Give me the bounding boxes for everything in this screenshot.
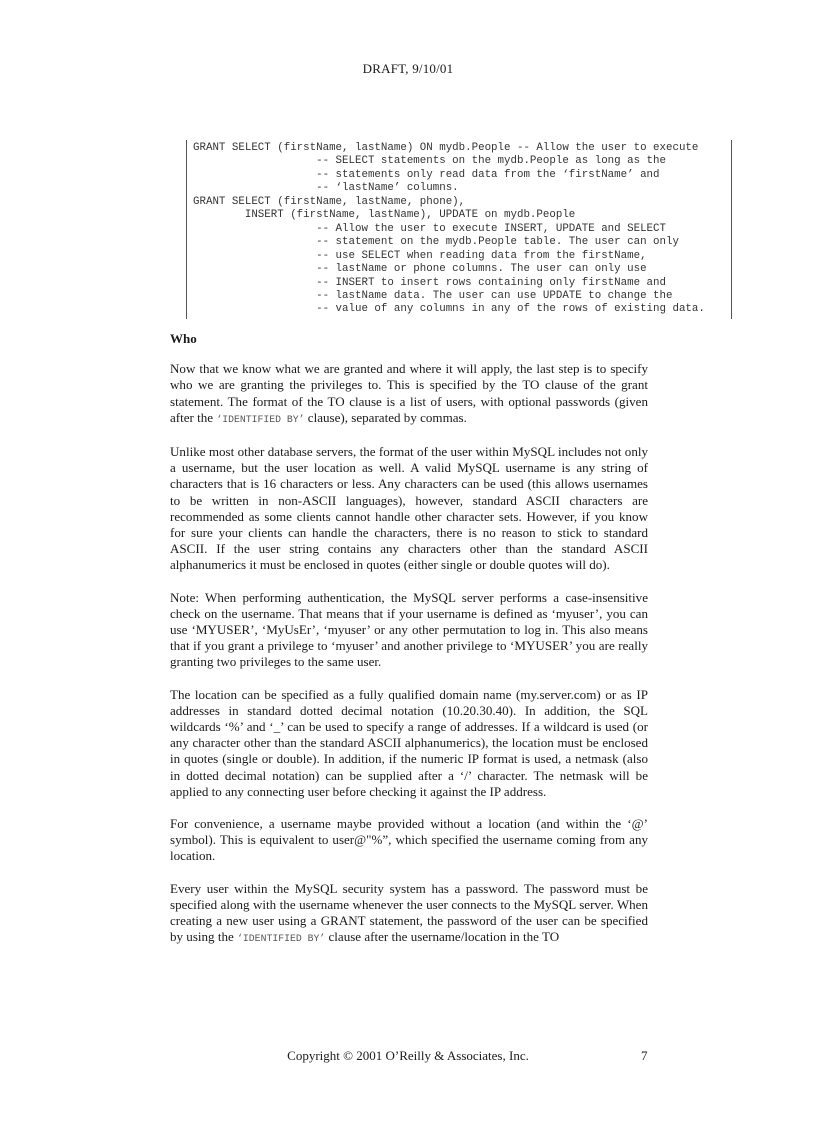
paragraph-6: Every user within the MySQL security system has a password. The password must be specified along with the username whenever the user connects to the MySQL server. When creating a new user using a GRANT statement, the password of the user can be specified by using the ‘IDENTIFIED BY’ clause after the username/location in the TO [170, 880, 648, 945]
paragraph-4: The location can be specified as a fully qualified domain name (my.server.com) or as IP addresses in standard dotted decimal notation (10.20.30.40). In addition, the SQL wildcards ‘%’ and ‘_’ can be used to specify a range of addresses. If a wildcard is used (or any character other than the standard ASCII alphanumerics), the location must be enclosed in quotes (single or double). In addition, if the numeric IP format is used, a netmask (also in dotted decimal notation) can be supplied after a ‘/’ character. The netmask will be applied to any connecting user before checking it against the IP address. [170, 686, 648, 799]
section-heading: Who [170, 331, 197, 346]
copyright: Copyright © 2001 O’Reilly & Associates, Inc. [287, 1048, 529, 1063]
inline-code: ‘IDENTIFIED BY’ [216, 413, 305, 425]
code-text: GRANT SELECT (firstName, lastName) ON mydb.People -- Allow the user to execute -- SELECT statements on the mydb.People as long as the -- statements only read data from the ‘firstName’ and -- ‘lastName’ columns. GRANT SELECT (firstName, lastName, phone), INSERT (firstName, lastName), UPDATE on mydb.People -- Allow the user to execute INSERT, UPDATE and SELECT -- statement on the mydb.People table. The user can only -- use SELECT when reading data from the firstName, -- lastName or phone columns. The user can only use -- INSERT to insert rows containing only firstName and -- lastName data. The user can use UPDATE to change the -- value of any columns in any of the rows of existing data. [193, 142, 705, 316]
body-text [170, 331, 648, 964]
inline-code: ‘IDENTIFIED BY’ [237, 933, 326, 945]
code-block [186, 140, 732, 319]
paragraph-3: Note: When performing authentication, the MySQL server performs a case-insensitive check on the username. That means that if your username is defined as ‘myuser’, you can use ‘MYUSER’, ‘MyUsEr’, ‘myuser’ or any other permutation to log in. This also means that if you grant a privilege to ‘myuser’ and another privilege to ‘MYUSER’ you are really granting two privileges to the same user. [170, 589, 648, 670]
page-header: DRAFT, 9/10/01 [362, 61, 454, 76]
paragraph-2: Unlike most other database servers, the format of the user within MySQL includes not only a username, but the user location as well. A valid MySQL username is any string of characters that is 16 characters or less. Any characters can be used (this allows usernames to be written in non-ASCII languages), however, standard ASCII characters are recommended as some clients cannot handle other character sets. However, if you know for sure your clients can handle the characters, there is no reason to stick to standard ASCII. If the user string contains any characters other than the standard ASCII alphanumerics it must be enclosed in quotes (either single or double quotes will do). [170, 444, 648, 573]
paragraph-1: Now that we know what we are granted and where it will apply, the last step is to specify who we are granting the privileges to. This is specified by the TO clause of the grant statement. The format of the TO clause is a list of users, with optional passwords (given after the ‘IDENTIFIED BY’ clause), separated by commas. [170, 361, 648, 425]
page-number: 7 [641, 1048, 648, 1063]
paragraph-5: For convenience, a username maybe provided without a location (and within the ‘@’ symbol). This is equivalent to user@"%”, which specified the username coming from any location. [170, 816, 648, 864]
